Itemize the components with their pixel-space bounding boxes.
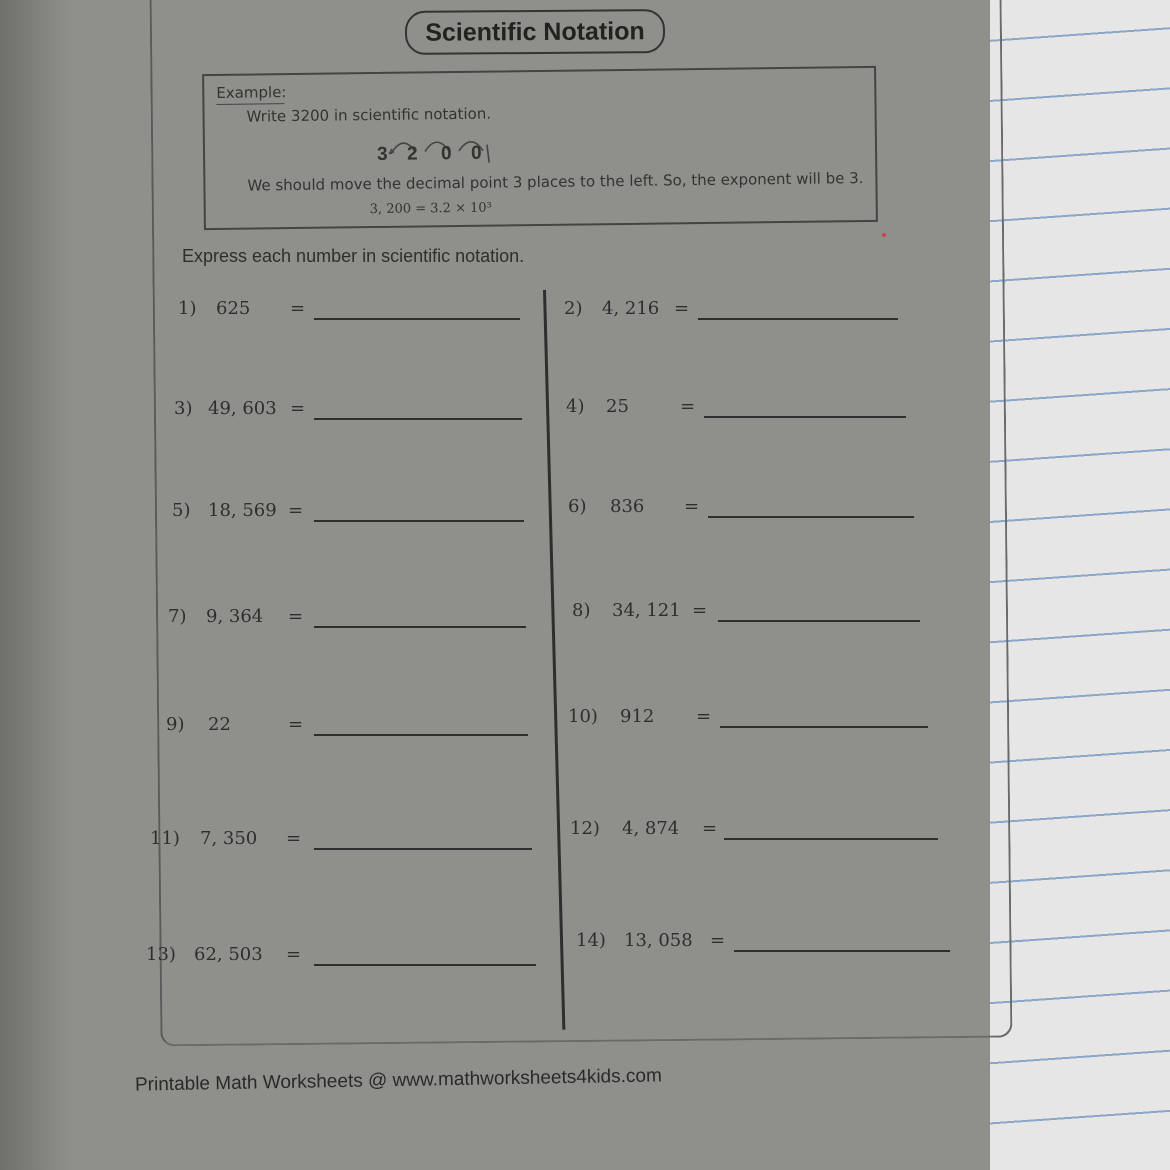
answer-blank[interactable] bbox=[698, 318, 898, 320]
problem-number: 6) bbox=[568, 496, 587, 517]
problem-value: 4, 216 bbox=[602, 298, 660, 319]
problem-value: 25 bbox=[606, 396, 629, 417]
answer-blank[interactable] bbox=[708, 516, 914, 518]
example-label: Example: bbox=[216, 83, 287, 102]
decimal-shift-illustration bbox=[371, 130, 511, 172]
equals-sign: = bbox=[286, 944, 302, 965]
example-explanation: We should move the decimal point 3 places to the left. So, the exponent will be 3. bbox=[247, 169, 864, 195]
red-mark bbox=[882, 233, 886, 237]
problem-number: 14) bbox=[576, 930, 606, 951]
problem-value: 912 bbox=[620, 706, 655, 727]
example-label-underline bbox=[216, 103, 284, 105]
example-digit: 3 bbox=[376, 143, 388, 165]
equals-sign: = bbox=[288, 500, 304, 521]
answer-blank[interactable] bbox=[314, 734, 528, 736]
example-digit: 0 bbox=[470, 142, 482, 164]
problem-number: 8) bbox=[572, 600, 591, 621]
problem-number: 5) bbox=[172, 500, 191, 521]
problem-value: 13, 058 bbox=[624, 930, 693, 951]
example-digit: 0 bbox=[440, 143, 452, 165]
answer-blank[interactable] bbox=[314, 626, 526, 628]
equals-sign: = bbox=[288, 606, 304, 627]
answer-blank[interactable] bbox=[314, 520, 524, 522]
problem-value: 18, 569 bbox=[208, 500, 277, 521]
problem-value: 62, 503 bbox=[194, 944, 263, 965]
equals-sign: = bbox=[680, 396, 696, 417]
answer-blank[interactable] bbox=[724, 838, 938, 840]
answer-blank[interactable] bbox=[314, 848, 532, 850]
example-box bbox=[202, 66, 878, 230]
problem-number: 3) bbox=[174, 398, 193, 419]
answer-blank[interactable] bbox=[720, 726, 928, 728]
equals-sign: = bbox=[684, 496, 700, 517]
problem-value: 4, 874 bbox=[622, 818, 680, 839]
example-prompt: Write 3200 in scientific notation. bbox=[246, 104, 492, 126]
equals-sign: = bbox=[290, 398, 306, 419]
problem-number: 9) bbox=[166, 714, 185, 735]
page-title: Scientific Notation bbox=[405, 9, 665, 55]
problem-value: 625 bbox=[216, 298, 251, 319]
instructions: Express each number in scientific notation. bbox=[182, 246, 525, 266]
problem-value: 9, 364 bbox=[206, 606, 264, 627]
example-digit: 2 bbox=[406, 143, 418, 165]
answer-blank[interactable] bbox=[734, 950, 950, 952]
problem-number: 13) bbox=[146, 944, 176, 965]
equals-sign: = bbox=[674, 298, 690, 319]
problem-value: 49, 603 bbox=[208, 398, 277, 419]
problem-number: 11) bbox=[150, 828, 180, 849]
footer-credit: Printable Math Worksheets @ www.mathworksheets4kids.com bbox=[134, 1065, 662, 1096]
equals-sign: = bbox=[702, 818, 718, 839]
answer-blank[interactable] bbox=[718, 620, 920, 622]
equals-sign: = bbox=[692, 600, 708, 621]
problem-number: 2) bbox=[564, 298, 583, 319]
answer-blank[interactable] bbox=[314, 964, 536, 966]
problem-number: 7) bbox=[168, 606, 187, 627]
problem-value: 34, 121 bbox=[612, 600, 681, 621]
answer-blank[interactable] bbox=[314, 318, 520, 320]
problem-value: 836 bbox=[610, 496, 645, 517]
problem-value: 22 bbox=[208, 714, 231, 735]
equals-sign: = bbox=[710, 930, 726, 951]
problem-number: 12) bbox=[570, 818, 600, 839]
problem-number: 10) bbox=[568, 706, 598, 727]
example-result: 3, 200 = 3.2 × 10³ bbox=[369, 200, 492, 218]
equals-sign: = bbox=[288, 714, 304, 735]
problem-number: 4) bbox=[566, 396, 585, 417]
equals-sign: = bbox=[290, 298, 306, 319]
answer-blank[interactable] bbox=[704, 416, 906, 418]
problem-value: 7, 350 bbox=[200, 828, 258, 849]
problem-number: 1) bbox=[178, 298, 197, 319]
equals-sign: = bbox=[696, 706, 712, 727]
answer-blank[interactable] bbox=[314, 418, 522, 420]
equals-sign: = bbox=[286, 828, 302, 849]
